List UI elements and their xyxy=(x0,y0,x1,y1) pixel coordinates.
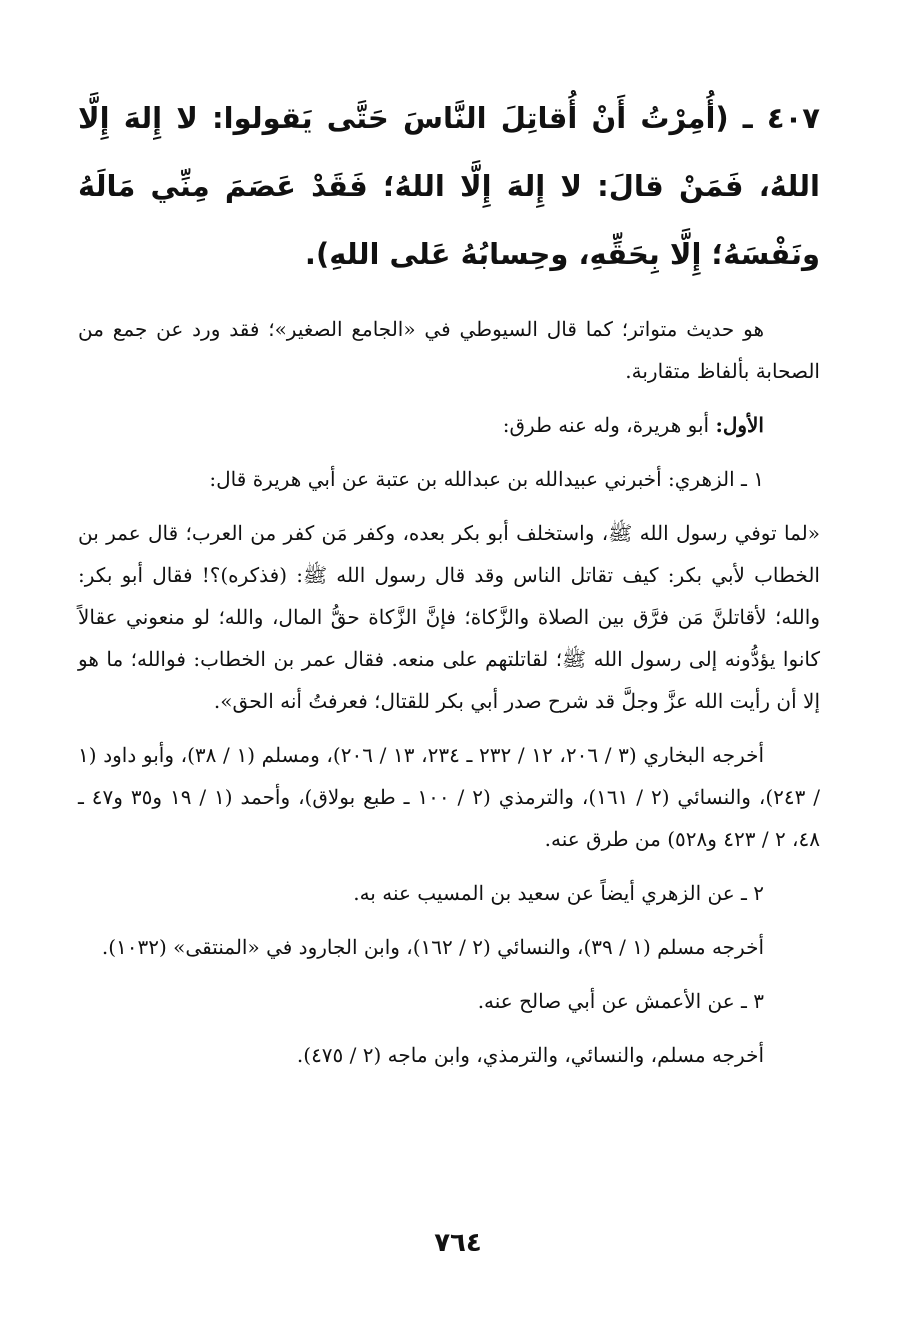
paragraph-route-3: ٣ ـ عن الأعمش عن أبي صالح عنه. xyxy=(477,989,764,1013)
paragraph-takhrij-1: أخرجه البخاري (٣ / ٢٠٦، ١٢ / ٢٣٢ ـ ٢٣٤، ١٣ / ٢٠٦)، ومسلم (١ / ٣٨)، وأبو داود (١ / ٢٤٣)، والنسائي (٢ / ١٦١)، والترمذي (٢ / ١٠٠ ـ طبع بولاق)، وأحمد (١ / ١٩ و٣٥ و٤٧ ـ ٤٨، ٢ / ٤٢٣ و٥٢٨) من طرق عنه. xyxy=(78,743,821,851)
first-label: الأول: xyxy=(715,413,764,437)
paragraph-takhrij-3: أخرجه مسلم، والنسائي، والترمذي، وابن ماجه (٢ / ٤٧٥). xyxy=(296,1043,764,1067)
paragraph-narration: «لما توفي رسول الله ﷺ، واستخلف أبو بكر بعده، وكفر مَن كفر من العرب؛ قال عمر بن الخطاب لأبي بكر: كيف تقاتل الناس وقد قال رسول الله ﷺ: (فذكره)؟! فقال أبو بكر: والله؛ لأقاتلنَّ مَن فرَّق بين الصلاة والزَّكاة؛ فإنَّ الزَّكاة حقُّ المال، والله؛ لو منعوني عقالاً كانوا يؤدُّونه إلى رسول الله ﷺ؛ لقاتلتهم على منعه. فقال عمر بن الخطاب: فوالله؛ ما هو إلا أن رأيت الله عزَّ وجلَّ قد شرح صدر أبي بكر للقتال؛ فعرفتُ أنه الحق». xyxy=(78,521,820,713)
paragraph-route-1: ١ ـ الزهري: أخبرني عبيدالله بن عبدالله بن عتبة عن أبي هريرة قال: xyxy=(209,467,764,491)
paragraph-takhrij-2: أخرجه مسلم (١ / ٣٩)، والنسائي (٢ / ١٦٢)، وابن الجارود في «المنتقى» (١٠٣٢). xyxy=(101,935,764,959)
page-number: ٧٦٤ xyxy=(434,1228,482,1258)
paragraph-first-narrator xyxy=(78,404,820,446)
paragraph-intro: هو حديث متواتر؛ كما قال السيوطي في «الجامع الصغير»؛ فقد ورد عن جمع من الصحابة بألفاظ متقاربة. xyxy=(78,317,820,383)
first-narrator-text: أبو هريرة، وله عنه طرق: xyxy=(502,413,710,437)
hadith-heading: ٤٠٧ ـ (أُمِرْتُ أَنْ أُقاتِلَ النَّاسَ حَتَّى يَقولوا: لا إِلهَ إِلَّا اللهُ، فَمَنْ قالَ: لا إِلهَ إِلَّا اللهُ؛ فَقَدْ عَصَمَ مِنِّي مَالَهُ ونَفْسَهُ؛ إِلَّا بِحَقِّهِ، وحِسابُهُ عَلى اللهِ). xyxy=(78,101,820,271)
paragraph-route-2: ٢ ـ عن الزهري أيضاً عن سعيد بن المسيب عنه به. xyxy=(353,881,764,905)
